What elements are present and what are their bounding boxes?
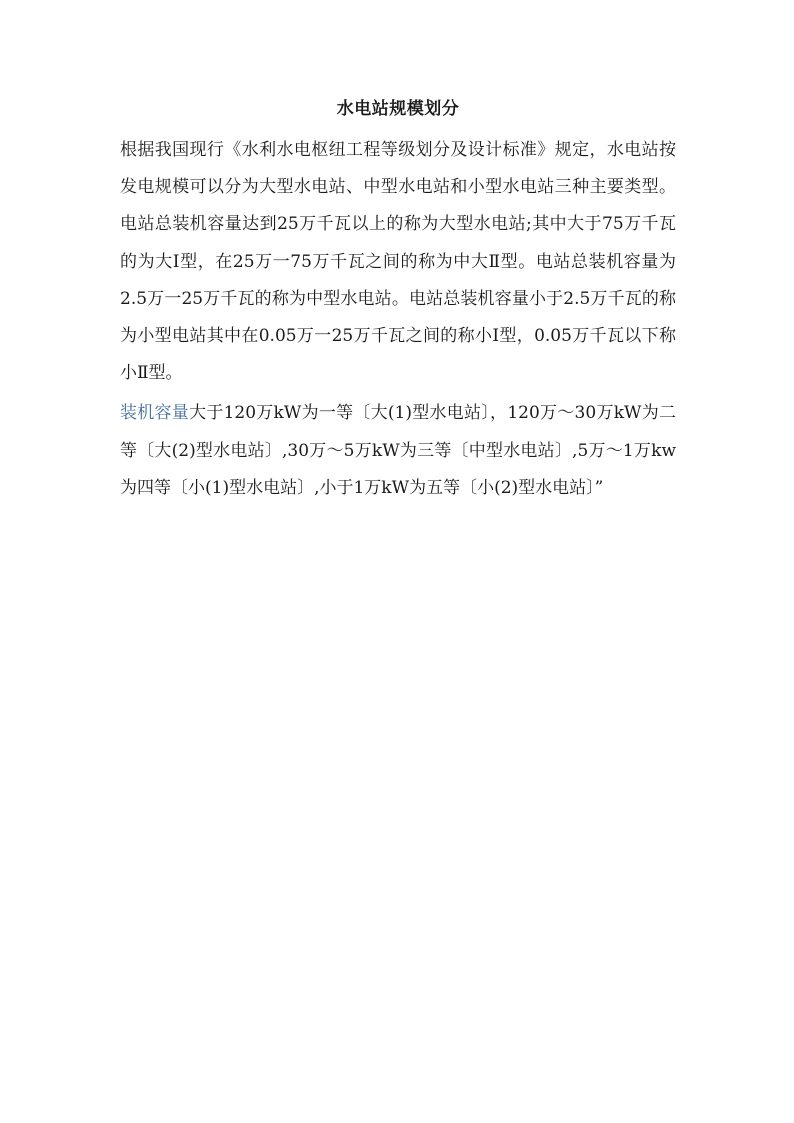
installed-capacity-text: 大于120万kW为一等〔大(1)型水电站〕，120万～30万kW为二等〔大(2)型水电站〕,30万～5万kW为三等〔中型水电站〕,5万～1万kw为四等〔小(1)型水电站〕,小于1万kW为五等〔小(2)型水电站〕” bbox=[120, 403, 677, 498]
document-title: 水电站规模划分 bbox=[336, 99, 460, 119]
paragraph-classification: 根据我国现行《水利水电枢纽工程等级划分及设计标准》规定，水电站按发电规模可以分为大型水电站、中型水电站和小型水电站三种主要类型。电站总装机容量达到25万千瓦以上的称为大型水电站;其中大于75万千瓦的为大Ⅰ型，在25万一75万千瓦之间的称为中大Ⅱ型。电站总装机容量为2.5万一25万千瓦的称为中型水电站。电站总装机容量小于2.5万千瓦的称为小型电站其中在0.05万一25万千瓦之间的称小Ⅰ型，0.05万千瓦以下称小Ⅱ型。 bbox=[120, 140, 676, 384]
document-page bbox=[120, 96, 676, 507]
installed-capacity-link[interactable]: 装机容量 bbox=[120, 403, 190, 424]
paragraph-installed-capacity bbox=[120, 395, 676, 507]
